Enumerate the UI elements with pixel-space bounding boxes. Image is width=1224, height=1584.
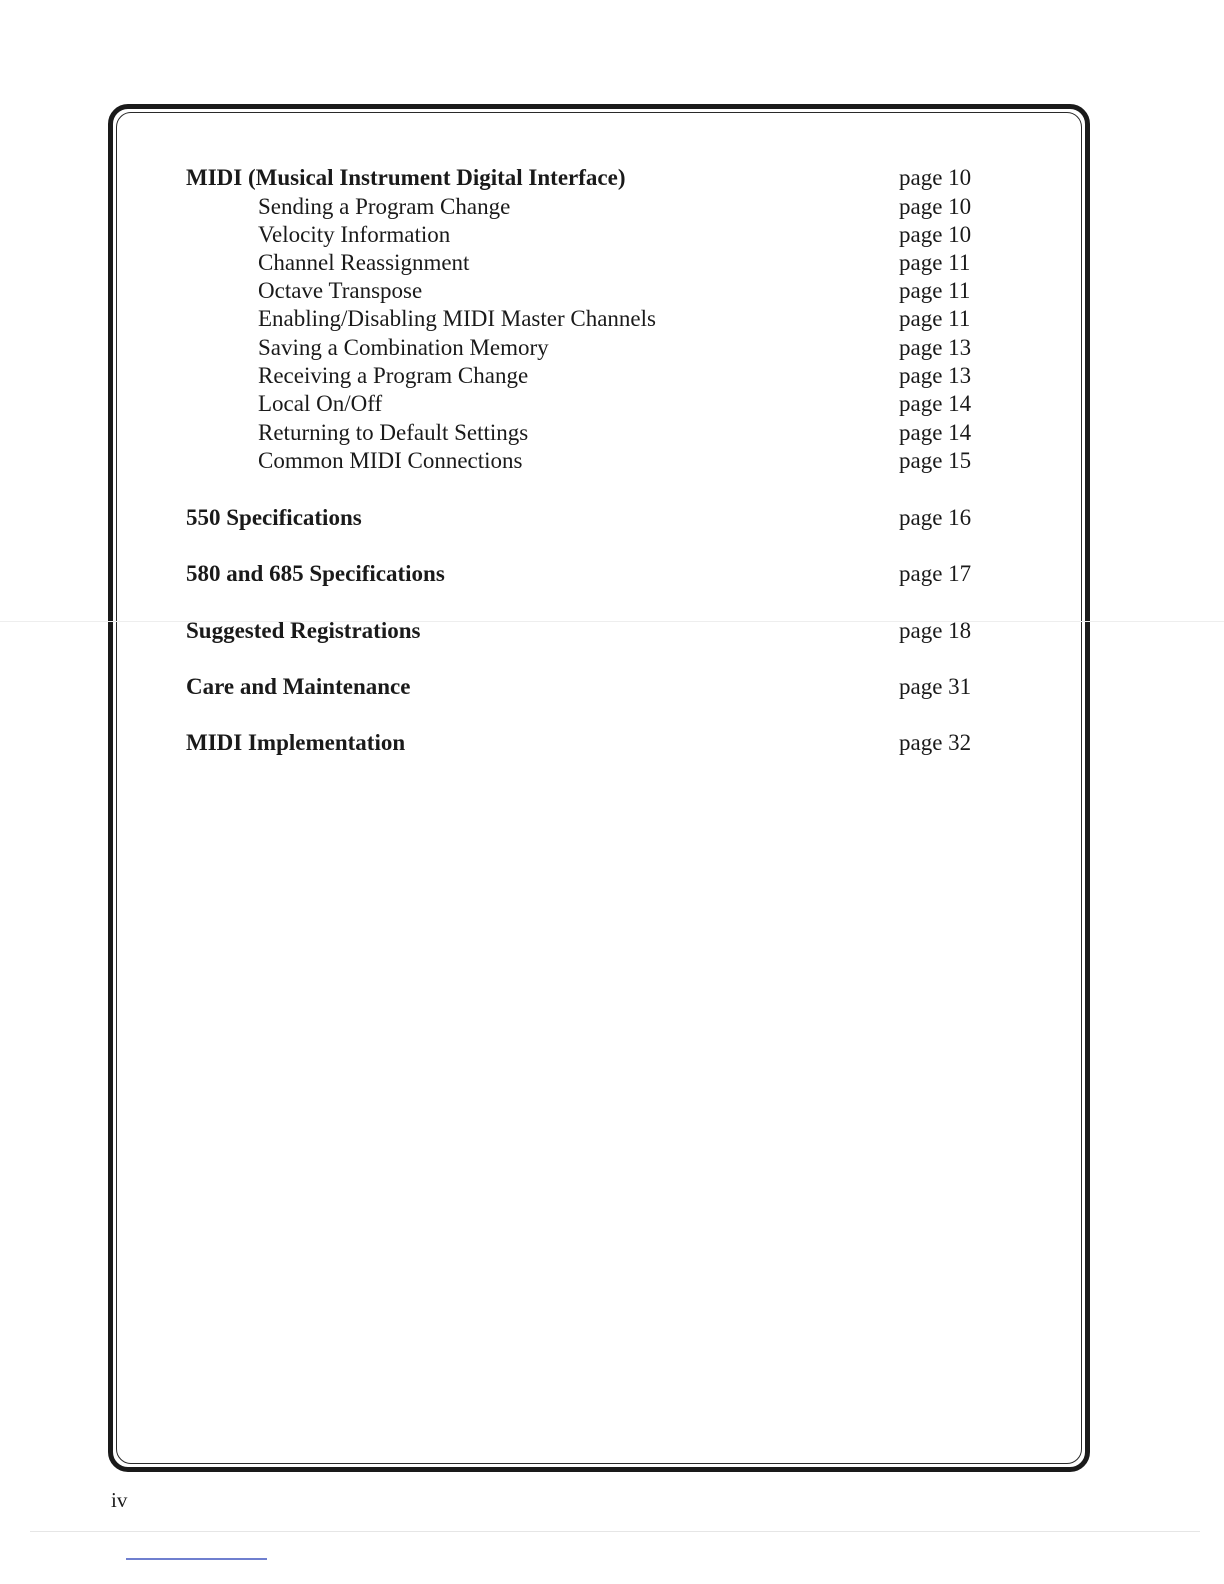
page-number-folio: iv — [111, 1488, 128, 1512]
toc-entry-page: page 10 — [899, 194, 972, 219]
toc-entry-title: Saving a Combination Memory — [258, 335, 549, 360]
toc-entry-page: page 13 — [899, 335, 972, 360]
toc-entry[interactable] — [0, 504, 1224, 532]
toc-entry[interactable] — [0, 362, 1224, 390]
toc-entry-page: page 13 — [899, 363, 972, 388]
toc-entry-page: page 10 — [899, 222, 972, 247]
toc-entry-page: page 32 — [899, 730, 972, 755]
toc-entry-title: Channel Reassignment — [258, 250, 470, 275]
toc-entry-page: page 16 — [899, 505, 972, 530]
underline-link-artifact — [126, 1558, 267, 1560]
toc-entry-page: page 10 — [899, 165, 972, 190]
toc-entry-page: page 11 — [899, 250, 971, 275]
toc-entry-title: MIDI Implementation — [186, 730, 406, 755]
toc-entry[interactable] — [0, 673, 1224, 701]
toc-entry-title: Common MIDI Connections — [258, 448, 523, 473]
toc-entry-title: Care and Maintenance — [186, 674, 411, 699]
toc-entry[interactable] — [0, 390, 1224, 418]
toc-entry-title: Sending a Program Change — [258, 194, 511, 219]
toc-entry-title: Velocity Information — [258, 222, 451, 247]
toc-entry[interactable] — [0, 729, 1224, 757]
toc-entry[interactable] — [0, 277, 1224, 305]
toc-entry-page: page 18 — [899, 618, 972, 643]
toc-entry[interactable] — [0, 617, 1224, 645]
toc-entry[interactable] — [0, 560, 1224, 588]
toc-entry-page: page 11 — [899, 278, 971, 303]
toc-entry[interactable] — [0, 334, 1224, 362]
toc-entry-page: page 15 — [899, 448, 972, 473]
toc-entry-page: page 31 — [899, 674, 972, 699]
toc-entry-title: 550 Specifications — [186, 505, 362, 530]
toc-entry-page: page 14 — [899, 420, 972, 445]
toc-entry-title: MIDI (Musical Instrument Digital Interface) — [186, 165, 626, 190]
toc-entry-title: Enabling/Disabling MIDI Master Channels — [258, 306, 656, 331]
toc-entry-title: Receiving a Program Change — [258, 363, 529, 388]
scan-artifact-line — [30, 1531, 1200, 1532]
toc-entry[interactable] — [0, 305, 1224, 333]
toc-entry[interactable] — [0, 164, 1224, 192]
toc-entry[interactable] — [0, 447, 1224, 475]
toc-entry[interactable] — [0, 221, 1224, 249]
toc-entry-title: Suggested Registrations — [186, 618, 421, 643]
toc-entry-title: Octave Transpose — [258, 278, 423, 303]
toc-entry-title: 580 and 685 Specifications — [186, 561, 445, 586]
toc-entry[interactable] — [0, 193, 1224, 221]
toc-entry[interactable] — [0, 419, 1224, 447]
toc-entry-page: page 11 — [899, 306, 971, 331]
toc-entry[interactable] — [0, 249, 1224, 277]
toc-entry-page: page 17 — [899, 561, 972, 586]
toc-entry-title: Returning to Default Settings — [258, 420, 529, 445]
toc-entry-title: Local On/Off — [258, 391, 383, 416]
toc-entry-page: page 14 — [899, 391, 972, 416]
